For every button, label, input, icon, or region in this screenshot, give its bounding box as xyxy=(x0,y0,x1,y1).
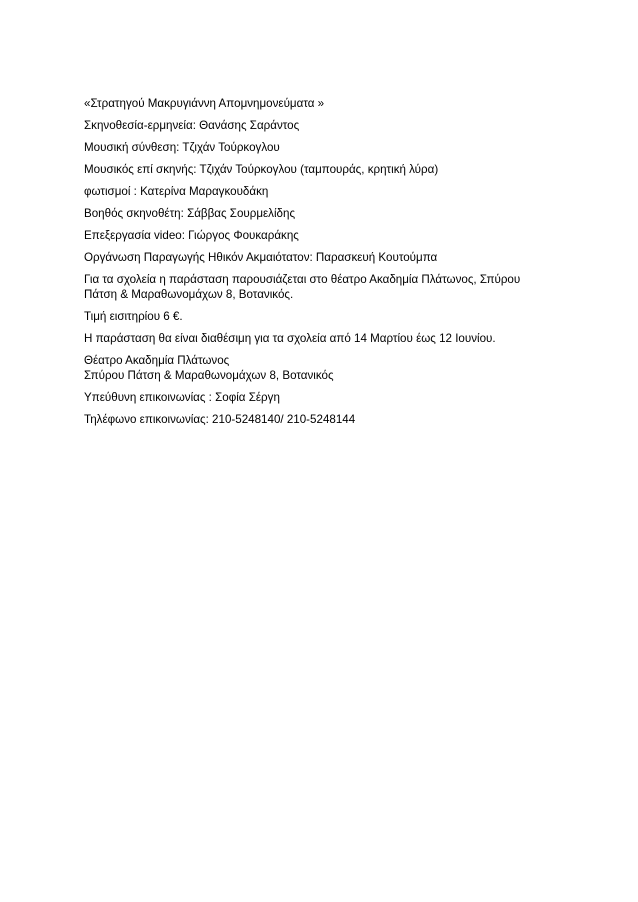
schools-venue-line-2: Πάτση & Μαραθωνομάχων 8, Βοτανικός. xyxy=(84,288,294,301)
schools-venue-line-1: Για τα σχολεία η παράσταση παρουσιάζεται στο θέατρο Ακαδημία Πλάτωνος, Σπύρου xyxy=(84,273,521,286)
contact-phone: Τηλέφωνο επικοινωνίας: 210-5248140/ 210-5248144 xyxy=(84,413,356,426)
music-composition-credit: Μουσική σύνθεση: Τζιχάν Τούρκογλου xyxy=(84,141,280,154)
direction-credit: Σκηνοθεσία-ερμηνεία: Θανάσης Σαράντος xyxy=(84,119,300,132)
venue-address: Σπύρου Πάτση & Μαραθωνομάχων 8, Βοτανικός xyxy=(84,369,334,382)
onstage-musician-credit: Μουσικός επί σκηνής: Τζιχάν Τούρκογλου (ταμπουράς, κρητική λύρα) xyxy=(84,163,439,176)
play-title: «Στρατηγού Μακρυγιάννη Απομνημονεύματα » xyxy=(84,97,325,110)
document-body xyxy=(84,96,554,434)
production-organization-credit: Οργάνωση Παραγωγής Ηθικόν Ακμαιότατον: Παρασκευή Κουτούμπα xyxy=(84,251,438,264)
ticket-price: Τιμή εισιτηρίου 6 €. xyxy=(84,310,183,323)
contact-person: Υπεύθυνη επικοινωνίας : Σοφία Σέργη xyxy=(84,391,280,404)
availability-dates: Η παράσταση θα είναι διαθέσιμη για τα σχολεία από 14 Μαρτίου έως 12 Ιουνίου. xyxy=(84,332,496,345)
venue-name: Θέατρο Ακαδημία Πλάτωνος xyxy=(84,354,230,367)
schools-venue-paragraph xyxy=(84,272,554,302)
assistant-director-credit: Βοηθός σκηνοθέτη: Σάββας Σουρμελίδης xyxy=(84,207,296,220)
video-editing-credit: Επεξεργασία video: Γιώργος Φουκαράκης xyxy=(84,229,299,242)
lighting-credit: φωτισμοί : Κατερίνα Μαραγκουδάκη xyxy=(84,185,269,198)
venue-paragraph xyxy=(84,353,554,383)
